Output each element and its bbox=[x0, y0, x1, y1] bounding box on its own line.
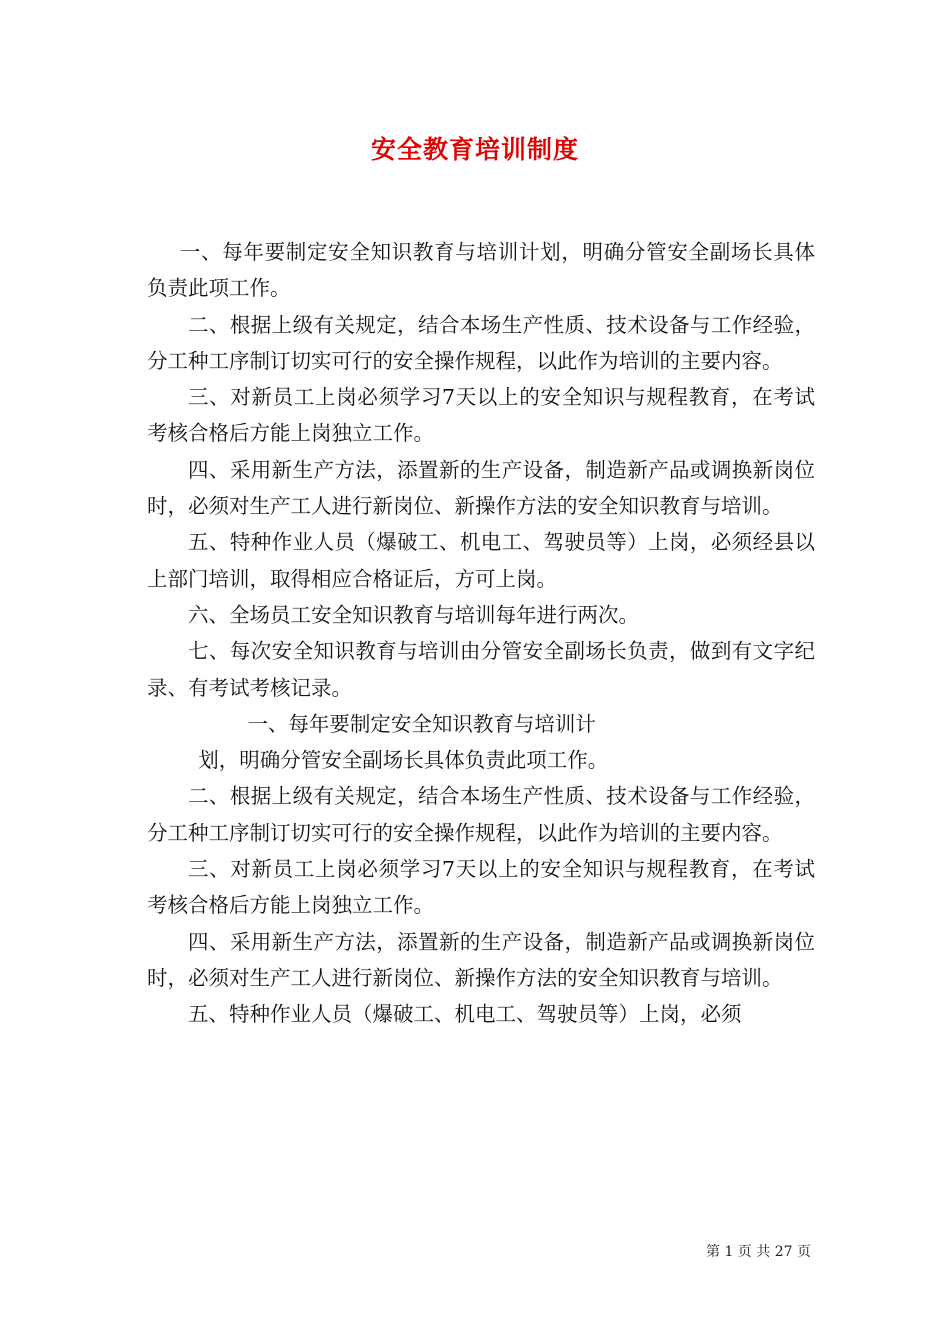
paragraph: 四、采用新生产方法，添置新的生产设备，制造新产品或调换新岗位时，必须对生产工人进行新岗位、新操作方法的安全知识教育与培训。 bbox=[147, 457, 815, 519]
paragraph: 二、根据上级有关规定，结合本场生产性质、技术设备与工作经验，分工种工序制订切实可行的安全操作规程，以此作为培训的主要内容。 bbox=[147, 784, 815, 845]
paragraph: 二、根据上级有关规定，结合本场生产性质、技术设备与工作经验，分工种工序制订切实可行的安全操作规程，以此作为培训的主要内容。 bbox=[147, 312, 815, 373]
paragraph: 五、特种作业人员（爆破工、机电工、驾驶员等）上岗，必须经县以上部门培训，取得相应合格证后，方可上岗。 bbox=[147, 530, 815, 591]
page-number-footer: 第 1 页 共 27 页 bbox=[706, 1244, 811, 1260]
paragraph: 一、每年要制定安全知识教育与培训计划，明确分管安全副场长具体负责此项工作。 bbox=[147, 240, 815, 301]
document-body bbox=[147, 234, 815, 1033]
paragraph: 划，明确分管安全副场长具体负责此项工作。 bbox=[198, 748, 609, 773]
paragraph: 六、全场员工安全知识教育与培训每年进行两次。 bbox=[188, 602, 639, 627]
document-title: 安全教育培训制度 bbox=[370, 135, 579, 164]
paragraph: 四、采用新生产方法，添置新的生产设备，制造新产品或调换新岗位时，必须对生产工人进行新岗位、新操作方法的安全知识教育与培训。 bbox=[147, 929, 815, 990]
paragraph: 一、每年要制定安全知识教育与培训计 bbox=[247, 711, 596, 736]
paragraph: 五、特种作业人员（爆破工、机电工、驾驶员等）上岗，必须 bbox=[188, 1002, 742, 1027]
paragraph: 三、对新员工上岗必须学习7天以上的安全知识与规程教育，在考试考核合格后方能上岗独立工作。 bbox=[147, 385, 815, 446]
paragraph: 七、每次安全知识教育与培训由分管安全副场长负责，做到有文字纪录、有考试考核记录。 bbox=[147, 639, 815, 700]
paragraph: 三、对新员工上岗必须学习7天以上的安全知识与规程教育，在考试考核合格后方能上岗独立工作。 bbox=[147, 857, 815, 918]
